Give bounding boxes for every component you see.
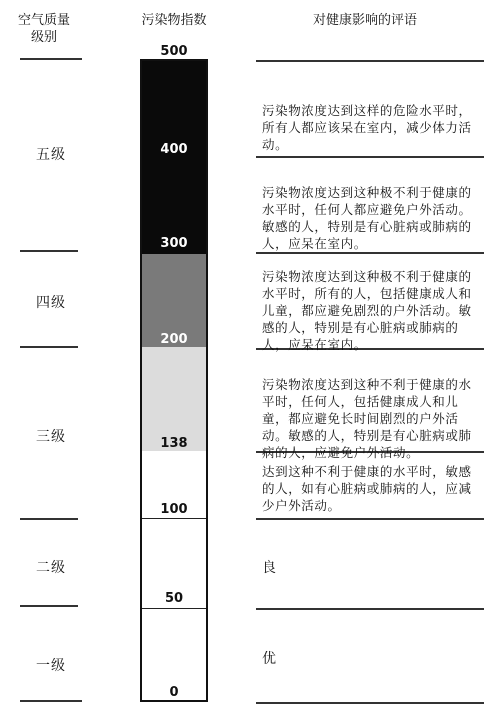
grade-rule	[20, 605, 78, 607]
bar-tick-100	[142, 518, 206, 519]
comment-138-100: 达到这种不利于健康的水平时，敏感的人，如有心脏病或肺病的人，应减少户外活动。	[262, 464, 472, 513]
grade-header-line1: 空气质量	[17, 13, 70, 28]
comment-excellent: 优	[262, 651, 276, 667]
scale-value-300: 300	[160, 236, 188, 251]
scale-value-138: 138	[160, 436, 188, 451]
scale-value-100: 100	[160, 502, 188, 517]
scale-value-0: 0	[169, 685, 179, 700]
comment-rule	[256, 518, 484, 520]
comment-rule	[256, 60, 484, 62]
bar-tick-50	[142, 608, 206, 609]
comment-500-400: 污染物浓度达到这样的危险水平时，所有人都应该呆在室内，减少体力活动。	[262, 103, 472, 152]
grade-label-2: 二级	[36, 560, 66, 576]
grade-label-3: 三级	[36, 429, 66, 445]
bar-segment-500-300	[142, 61, 206, 254]
grade-label-5: 五级	[36, 147, 66, 163]
index-column-header: 污染物指数	[141, 13, 207, 28]
comment-400-300: 污染物浓度达到这种极不利于健康的水平时，任何人都应避免户外活动。敏感的人，特别是有心脏病或肺病的人，应呆在室内。	[262, 185, 472, 251]
comment-column-header: 对健康影响的评语	[312, 13, 417, 28]
scale-value-500: 500	[160, 44, 188, 59]
comment-rule	[256, 702, 484, 704]
grade-rule	[20, 346, 78, 348]
grade-header-line2: 级别	[30, 30, 57, 45]
comment-good: 良	[262, 560, 276, 576]
grade-column-header	[14, 12, 74, 46]
grade-rule	[20, 250, 78, 252]
comment-200-138: 污染物浓度达到这种不利于健康的水平时，任何人，包括健康成人和儿童，都应避免长时间剧烈的户外活动。敏感的人，特别是有心脏病或肺病的人，应避免户外活动。	[262, 377, 472, 460]
grade-rule	[20, 58, 82, 60]
scale-value-400: 400	[160, 142, 188, 157]
comment-rule	[256, 252, 484, 254]
grade-rule	[20, 518, 78, 520]
grade-label-4: 四级	[36, 295, 66, 311]
scale-value-50: 50	[164, 591, 184, 606]
comment-rule	[256, 608, 484, 610]
scale-value-200: 200	[160, 332, 188, 347]
grade-rule	[20, 700, 82, 702]
comment-300-200: 污染物浓度达到这种极不利于健康的水平时，所有的人，包括健康成人和儿童，都应避免剧烈的户外活动。敏感的人，特别是有心脏病或肺病的人，应呆在室内。	[262, 269, 472, 352]
comment-rule	[256, 156, 484, 158]
grade-label-1: 一级	[36, 658, 66, 674]
